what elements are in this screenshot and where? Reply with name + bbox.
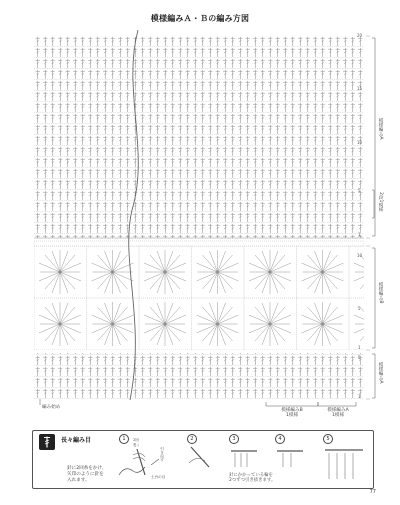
row-number-5: 5 [358, 188, 361, 193]
step-3-number: 3 [229, 434, 239, 444]
row-number-b10: 10 [357, 253, 363, 258]
pattern-a-lower [34, 353, 364, 399]
page-number: 77 [369, 489, 376, 495]
step-5-illustration [319, 445, 367, 483]
step-1-number: 1 [119, 434, 129, 444]
pattern-b-area [34, 246, 364, 350]
bottom-brackets [266, 402, 356, 406]
legend-description: 針に2回糸をかけ、 矢印のように針を 入れます。 [67, 466, 107, 483]
row-number-b1: 1 [358, 345, 361, 350]
step-4-illustration [271, 445, 311, 471]
legend-title: 長々編み目 [61, 437, 92, 444]
step-2-illustration [183, 445, 223, 471]
right-brackets [372, 38, 375, 398]
step-3-illustration [225, 445, 265, 471]
row-number-20: 20 [357, 33, 363, 38]
diagram-title: 模様編みＡ・Ｂの編み方図 [150, 14, 250, 23]
row-ticks [366, 36, 370, 399]
step-1-note-pull: 引き出す [160, 447, 165, 462]
step-2-number: 2 [187, 434, 197, 444]
step-4-number: 4 [275, 434, 285, 444]
pattern-a-upper [34, 36, 364, 238]
row-number-10: 10 [357, 140, 363, 145]
row-number-a5: 5 [358, 355, 361, 360]
label-repeat: 2段1模様 [378, 192, 383, 212]
label-pattern-b: 模様編みB [378, 282, 383, 304]
label-start: 編み始め [42, 405, 61, 410]
step-5-number: 5 [323, 434, 333, 444]
step-1-note-base: 土台の目 [151, 475, 166, 479]
label-pattern-a-lower: 模様編みA [378, 362, 383, 384]
legend-symbol-icon [39, 434, 55, 450]
label-a-repeat: 模様編みA 1模様 [327, 408, 349, 419]
label-b-repeat: 模様編みB 1模様 [281, 408, 303, 419]
step-1-note-wrap: 2回 巻く [133, 438, 141, 447]
row-number-15: 15 [357, 86, 363, 91]
label-pattern-a-upper: 模様編みA [378, 118, 383, 140]
step-3-note: 針にかかっている輪を 2つずつ引き抜きます。 [229, 473, 276, 484]
row-number-b5: 5 [358, 306, 361, 311]
stitch-legend [32, 430, 374, 489]
row-number-1: 1 [358, 232, 361, 237]
row-number-a1: 1 [358, 394, 361, 399]
